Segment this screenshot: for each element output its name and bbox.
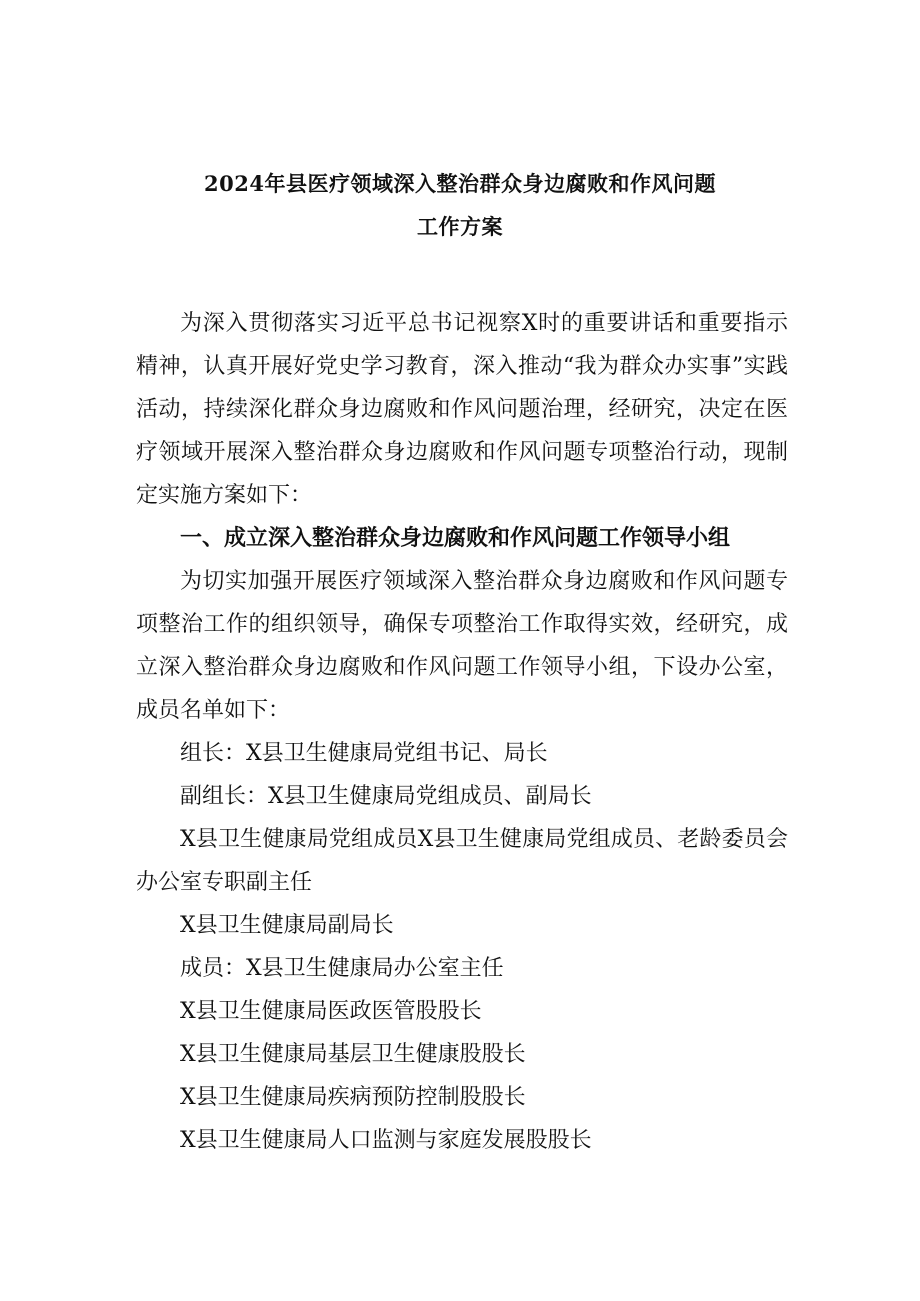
section-heading: 一、成立深入整治群众身边腐败和作风问题工作领导小组	[180, 525, 731, 551]
document-body	[136, 302, 788, 1162]
document-subtitle: 工作方案	[417, 214, 503, 239]
section-paragraph: 为切实加强开展医疗领域深入整治群众身边腐败和作风问题专项整治工作的组织领导，确保专项整治工作取得实效，经研究，成立深入整治群众身边腐败和作风问题工作领导小组，下设办公室，成员名单如下：	[136, 569, 788, 723]
deputy-member-line-1: X县卫生健康局党组成员X县卫生健康局党组成员、老龄委员会办公室专职副主任	[136, 827, 788, 895]
member-line-2: X县卫生健康局医政医管股股长	[180, 999, 482, 1024]
member-line-5: X县卫生健康局人口监测与家庭发展股股长	[180, 1128, 592, 1153]
deputy-member-line-2: X县卫生健康局副局长	[180, 913, 394, 938]
leader-line: 组长：X县卫生健康局党组书记、局长	[180, 741, 548, 766]
members-line: 成员：X县卫生健康局办公室主任	[180, 956, 504, 981]
document-title: 2024年县医疗领域深入整治群众身边腐败和作风问题	[204, 171, 716, 196]
intro-paragraph: 为深入贯彻落实习近平总书记视察X时的重要讲话和重要指示精神，认真开展好党史学习教育，深入推动“我为群众办实事”实践活动，持续深化群众身边腐败和作风问题治理，经研究，决定在医疗领域开展深入整治群众身边腐败和作风问题专项整治行动，现制定实施方案如下：	[136, 311, 788, 508]
deputy-leader-line: 副组长：X县卫生健康局党组成员、副局长	[180, 784, 592, 809]
member-line-4: X县卫生健康局疾病预防控制股股长	[180, 1085, 526, 1110]
member-line-3: X县卫生健康局基层卫生健康股股长	[180, 1042, 526, 1067]
